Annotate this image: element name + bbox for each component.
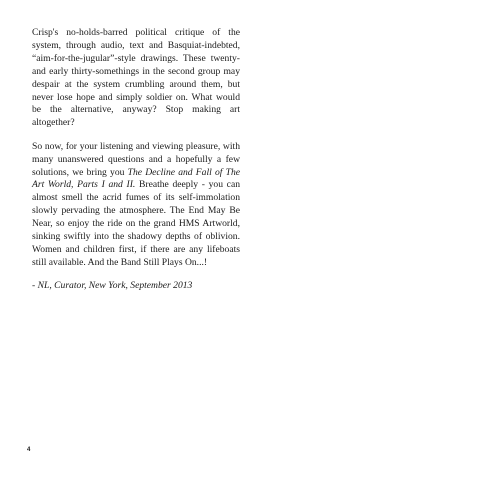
paragraph-crisp-critique: Crisp's no-holds-barred political critique of the system, through audio, text and Basquiat-indebted, “aim-for-the-jugular”-style drawings. These twenty- and early thirty-somethings in the second group may despair at the system crumbling around them, but never lose hope and simply soldier on. What would be the alternative, anyway? Stop making art altogether? [32, 27, 240, 129]
body-text-column [32, 27, 240, 304]
paragraph-decline-and-fall [32, 141, 240, 270]
paragraph-intro-text: So now, for your listening and viewing pleasure, with many unanswered questions and a hopefully a few solutions, we bring you [32, 140, 240, 178]
page-number: 4 [27, 447, 31, 453]
paragraph-closing-text: Breathe deeply - you can almost smell the acrid fumes of its self-immolation slowly pervading the atmosphere. The End May Be Near, so enjoy the ride on the grand HMS Artworld, sinking swiftly into the shadowy depths of oblivion. Women and children first, if there are any lifeboats still available. And the Band Still Plays On...! [32, 179, 240, 268]
curator-signature: - NL, Curator, New York, September 2013 [32, 280, 193, 292]
exhibition-title: The Decline and Fall of The Art World, Parts I and II. [32, 166, 240, 191]
